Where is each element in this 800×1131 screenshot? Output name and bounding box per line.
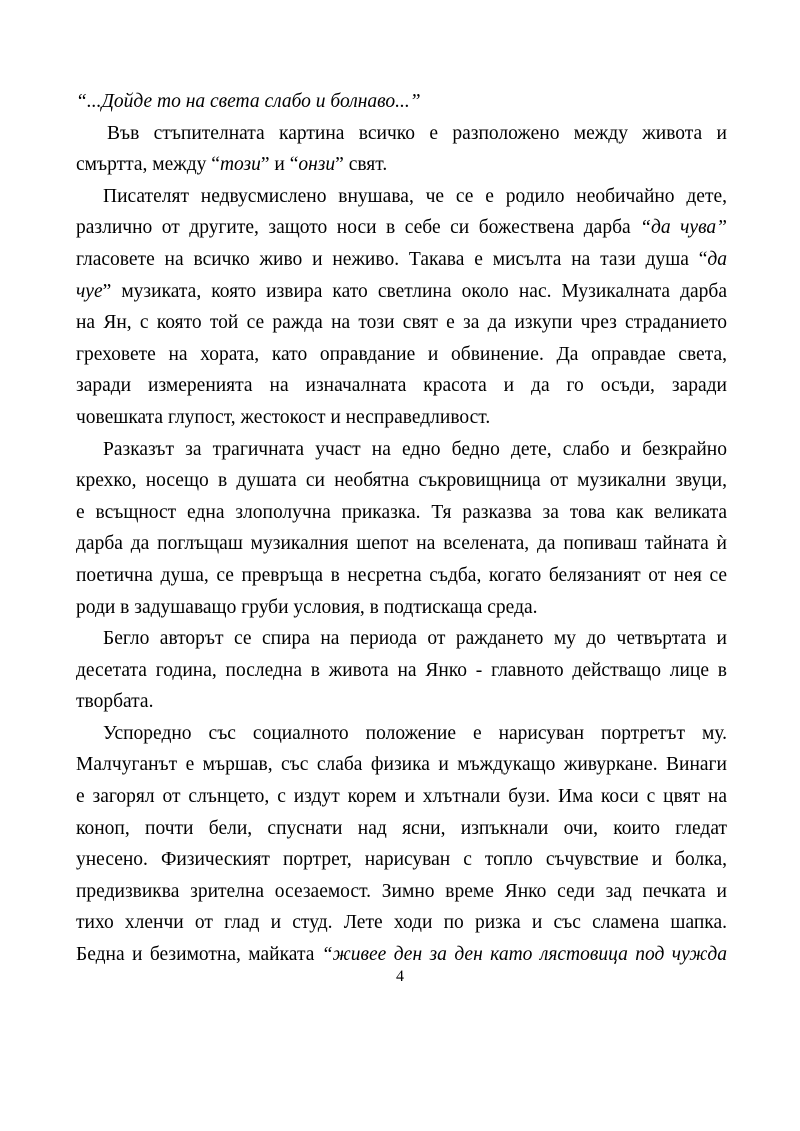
italic-text: да [707,248,727,270]
text-segment: десетата година, последна в живота на Янко - главното действащо лице в [76,659,727,681]
text-segment: тихо хленчи от глад и студ. Лете ходи по ризка и със сламена шапка. [76,912,727,934]
text-line [76,592,727,624]
text-segment: на Ян, с която той се ражда на този свят е за да изкупи чрез страданието [76,312,727,334]
italic-text: “да чува” [640,217,728,239]
text-segment: Бегло авторът се спира на периода от раждането му до четвъртата и [103,628,727,650]
text-segment: творбата. [76,691,154,713]
text-segment: Успоредно със социалното положение е нарисуван портретът му. [103,722,727,744]
text-segment: роди в задушаващо груби условия, в подтискаща среда. [76,596,538,618]
text-line [76,813,727,845]
text-line [76,876,727,908]
text-line [76,781,727,813]
text-line [76,339,727,371]
text-segment: поетична душа, се превръща в несретна съдба, когато белязаният от нея се [76,564,727,586]
italic-text: “живее ден за ден като лястовица под чужда [321,944,727,966]
italic-text: “...Дойде то на света слабо и болнаво...” [76,91,421,112]
italic-text: онзи [298,154,336,176]
text-segment: ” свят. [335,154,388,176]
text-segment: е загорял от слънцето, с издут корем и хлътнали бузи. Има коси с цвят на [76,786,727,808]
text-line [76,370,727,402]
text-segment: ” музиката, която извира като светлина около нас. Музикалната дарба [102,280,727,302]
text-line [76,276,727,308]
text-line [76,655,727,687]
text-segment: унесено. Физическият портрет, нарисуван с топло съчувствие и болка, [76,849,727,871]
text-line [76,434,727,466]
text-line [76,844,727,876]
text-segment: коноп, почти бели, спуснати над ясни, изпъкнали очи, които гледат [76,817,727,839]
text-line [76,465,727,497]
text-line [76,560,727,592]
text-line [76,181,727,213]
body-text [76,86,727,971]
text-line [76,623,727,655]
text-line [76,907,727,939]
text-segment: Във стъпителната картина всичко е разположено между живота и [107,122,727,144]
text-line [76,528,727,560]
text-segment: гласовете на всичко живо и неживо. Такава е мисълта на тази душа “ [76,248,708,270]
text-segment: Бедна и безимотна, майката [76,944,322,966]
text-segment: заради измеренията на изначалната красота и да го осъди, заради [76,375,727,397]
text-line [76,497,727,529]
text-line [76,749,727,781]
text-segment: крехко, носещо в душата си необятна съкровищница от музикални звуци, [76,470,727,492]
text-segment: дарба да поглъщаш музикалния шепот на вселената, да попиваш тайната ѝ [76,533,727,555]
text-line [76,939,727,971]
italic-text: този [219,154,261,176]
text-segment: е всъщност една злополучна приказка. Тя разказва за това как великата [76,501,727,523]
text-segment: смъртта, между “ [76,154,220,176]
text-segment: греховете на хората, като оправдание и обвинение. Да оправдае света, [76,343,727,365]
italic-text: чуе [76,280,103,302]
text-line [76,149,727,181]
page-number: 4 [396,968,404,985]
text-segment: човешката глупост, жестокост и несправедливост. [76,406,491,428]
text-line [76,307,727,339]
text-segment: различно от другите, защото носи в себе си божествена дарба [76,217,641,239]
epigraph-line [76,86,727,118]
text-line [76,686,727,718]
text-line [76,118,727,150]
text-line [76,402,727,434]
text-segment: предизвиква зрителна осезаемост. Зимно време Янко седи зад печката и [76,880,727,902]
text-line [76,718,727,750]
text-segment: ” и “ [260,154,299,176]
text-segment: Писателят недвусмислено внушава, че се е родило необичайно дете, [103,185,727,207]
text-segment: Разказът за трагичната участ на едно бедно дете, слабо и безкрайно [103,438,727,460]
text-line [76,244,727,276]
text-segment: Малчуганът е мършав, със слаба физика и мъждукащо живуркане. Винаги [76,754,727,776]
text-line [76,212,727,244]
